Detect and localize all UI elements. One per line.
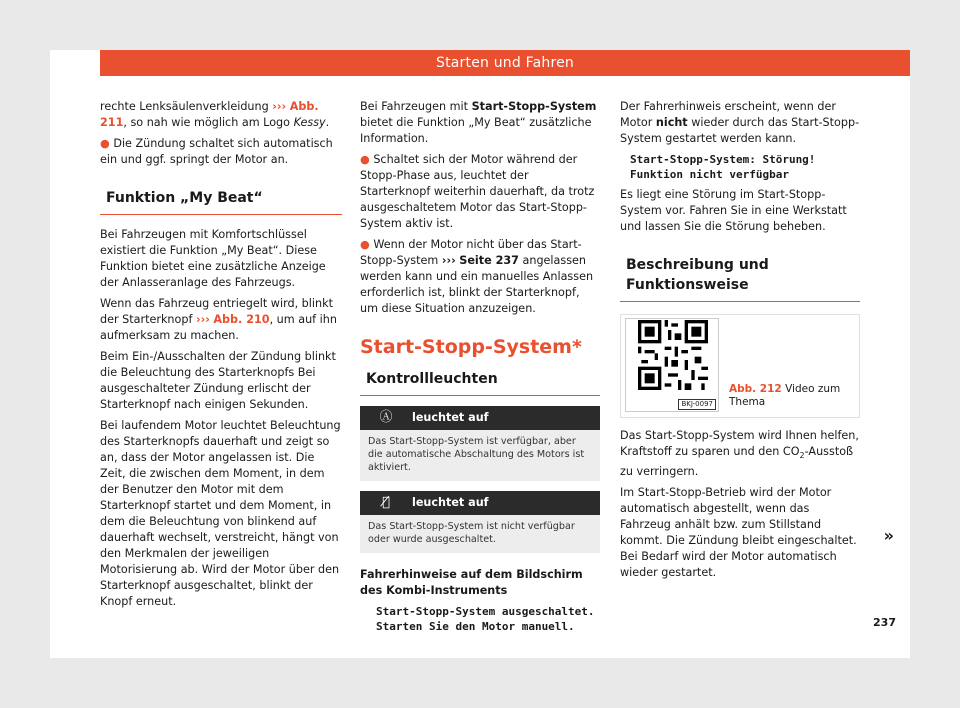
column-2 — [360, 99, 600, 639]
lamp-description: Das Start-Stopp-System ist nicht verfügbar oder wurde ausgeschaltet. — [360, 515, 600, 553]
start-stop-icon: Ⓐ — [379, 410, 393, 425]
column-1 — [100, 99, 342, 615]
qr-code[interactable] — [625, 318, 719, 412]
section-heading: Funktion „My Beat“ — [100, 186, 342, 215]
paragraph: Beim Ein-/Ausschalten der Zündung blinkt die Beleuchtung des Starterknopfs Bei ausgeschalteter Zündung erlischt der Starterknopf nach einigen Sekunden. — [100, 350, 336, 411]
column-3 — [620, 99, 860, 586]
paragraph: Im Start-Stopp-Betrieb wird der Motor automatisch abgestellt, wenn das Fahrzeug anhält bzw. zum Stillstand kommt. Die Zündung bleibt eingeschaltet. Bei Bedarf wird der Motor automatisch wieder gestartet. — [620, 486, 857, 580]
start-stop-off-icon: Ⓐ̸ — [382, 495, 390, 510]
bullet-paragraph: ● Wenn der Motor nicht über das Start-Stopp-System ››› Seite 237 angelassen werden kann und ein manuelles Anlassen erforderlich ist, blinkt der Starterknopf, um diese Situation anzuzeigen. — [360, 238, 594, 315]
figure-link[interactable]: Abb. 210 — [213, 313, 270, 326]
manual-page — [50, 50, 910, 658]
paragraph: Bei Fahrzeugen mit Start-Stopp-System bietet die Funktion „My Beat“ zusätzliche Information. — [360, 100, 597, 145]
subheading: Fahrerhinweise auf dem Bildschirm des Kombi-Instruments — [360, 568, 583, 597]
display-message: Start-Stopp-System ausgeschaltet. Starten Sie den Motor manuell. — [376, 605, 595, 633]
lamp-description: Das Start-Stopp-System ist verfügbar, aber die automatische Abschaltung des Motors ist aktiviert. — [360, 430, 600, 481]
paragraph: Es liegt eine Störung im Start-Stopp-System vor. Fahren Sie in eine Werkstatt und lassen Sie die Störung beheben. — [620, 188, 847, 233]
bullet-paragraph: ● Die Zündung schaltet sich automatisch ein und ggf. springt der Motor an. — [100, 137, 333, 166]
page-number: 237 — [873, 616, 896, 629]
paragraph: rechte Lenksäulenverkleidung ››› Abb. 211, so nah wie möglich am Logo Kessy. — [100, 100, 330, 129]
paragraph: Bei laufendem Motor leuchtet Beleuchtung des Starterknopfs dauerhaft und zeigt so an, dass der Motor angelassen ist. Die Zeit, die zwischen dem Moment, in dem der Benutzer den Motor mit dem Starterknopf startet und dem Moment, in dem die Beleuchtung von blinkend auf dauerhaft wechselt, verstreicht, hängt von den Merkmalen der jeweiligen Motorisierung ab. Wird der Motor über den Starterknopf ausgeschaltet, blinkt der Knopf erneut. — [100, 419, 341, 608]
chapter-header: Starten und Fahren — [100, 50, 910, 76]
paragraph: Wenn das Fahrzeug entriegelt wird, blinkt der Starterknopf ››› Abb. 210, um auf ihn aufmerksam zu machen. — [100, 297, 337, 342]
lamp-row-header: Ⓐ leuchtet auf — [360, 406, 600, 430]
display-message: Start-Stopp-System: Störung! Funktion nicht verfügbar — [630, 153, 816, 181]
figure-link[interactable]: Abb. 211 — [100, 100, 319, 129]
section-heading: Kontrollleuchten — [360, 369, 600, 396]
paragraph: Der Fahrerhinweis erscheint, wenn der Motor nicht wieder durch das Start-Stopp-System gestartet werden kann. — [620, 100, 860, 145]
paragraph: Bei Fahrzeugen mit Komfortschlüssel existiert die Funktion „My Beat“. Diese Funktion bietet eine zusätzliche Anzeige der Anlasseranlage des Fahrzeugs. — [100, 228, 326, 289]
figure-caption: Abb. 212 Video zum Thema — [729, 383, 841, 408]
section-heading: Beschreibung und Funktionsweise — [620, 253, 860, 302]
bullet-icon: ● — [360, 238, 370, 251]
bullet-icon: ● — [100, 137, 110, 150]
lamp-row-header: Ⓐ̸ leuchtet auf — [360, 491, 600, 515]
page-link[interactable]: Seite 237 — [459, 254, 519, 267]
bullet-icon: ● — [360, 153, 370, 166]
paragraph: Das Start-Stopp-System wird Ihnen helfen, Kraftstoff zu sparen und den $CO_2$-Ausstoß zu verringern. — [620, 429, 859, 479]
qr-label: BKJ-0097 — [678, 399, 716, 410]
continue-marker: » — [883, 526, 894, 545]
bullet-paragraph: ● Schaltet sich der Motor während der Stopp-Phase aus, leuchtet der Starterknopf weiterhin dauerhaft, da trotz ausgeschaltetem Motor das Start-Stopp-System aktiv ist. — [360, 153, 595, 230]
warning-lamp-table — [360, 406, 600, 481]
chapter-title: Start-Stopp-System* — [360, 336, 582, 358]
figure-box — [620, 314, 860, 418]
warning-lamp-table — [360, 491, 600, 553]
qr-code-image — [638, 320, 708, 390]
